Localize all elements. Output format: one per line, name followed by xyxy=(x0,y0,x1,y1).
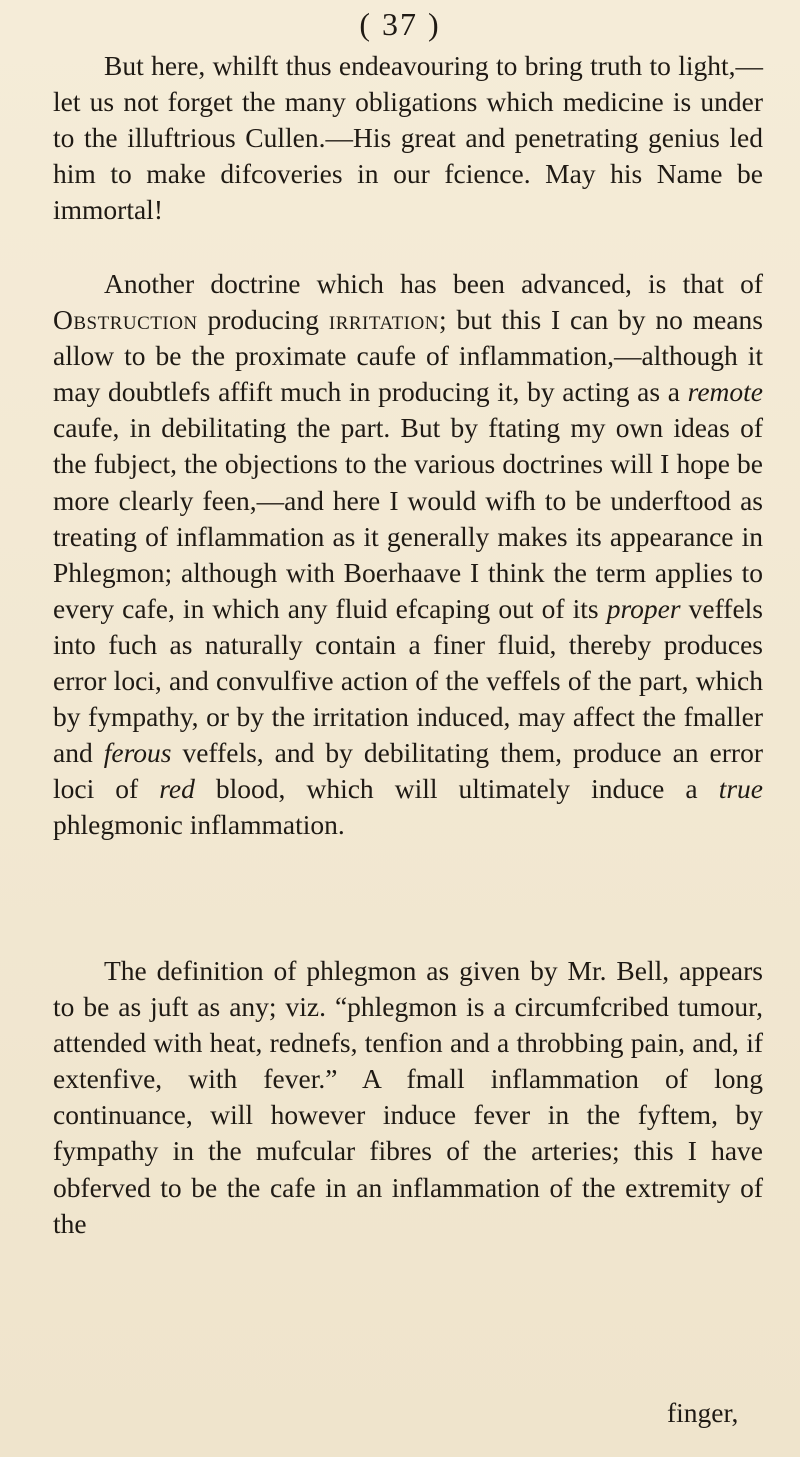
paragraph-text xyxy=(53,953,763,1242)
text-run: phlegmonic inflammation. xyxy=(53,809,345,841)
text-run: But here, whilft thus endeavouring to bring truth to light,—let us not forget the many obligations which medicine is under to the illuftrious Cullen.—His great and penetrating genius led him to make difcoveries in our fcience. May his Name be immortal! xyxy=(53,50,763,226)
small-caps-word: irritation xyxy=(328,304,439,336)
paragraph-3 xyxy=(53,953,763,1242)
paragraph-1 xyxy=(53,48,763,228)
italic-word: true xyxy=(718,773,763,805)
italic-word: ferous xyxy=(103,737,172,769)
text-run: blood, which will ultimately induce a xyxy=(194,773,719,805)
text-run: The definition of phlegmon as given by Mr. Bell, appears to be as juft as any; viz. “phlegmon is a circumfcribed tumour, attended with heat, rednefs, tenfion and a throbbing pain, and, if extenfive, with fever.” A fmall inflammation of long continuance, will however induce fever in the fyftem, by fympathy in the mufcular fibres of the arteries; this I have obferved to be the cafe in an inflammation of the extremity of the xyxy=(53,955,763,1239)
small-caps-word: Obstruction xyxy=(53,304,198,336)
page-number: ( 37 ) xyxy=(359,6,441,42)
paragraph-text xyxy=(53,266,763,844)
text-run: producing xyxy=(197,304,329,336)
paragraph-text xyxy=(53,48,763,228)
text-run: caufe, in debilitating the part. But by ftating my own ideas of the fubject, the objections to the various doctrines will I hope be more clearly feen,—and here I would wifh to be underftood as treating of inflammation as it generally makes its appearance in Phlegmon; although with Boerhaave I think the term applies to every cafe, in which any fluid efcaping out of its xyxy=(53,412,763,624)
catchword: finger, xyxy=(667,1397,739,1428)
text-run: veffels, and by debilitating them, produce an error loci of xyxy=(53,737,763,805)
italic-word: proper xyxy=(606,592,681,624)
paragraph-2 xyxy=(53,266,763,844)
italic-word: red xyxy=(159,773,195,805)
italic-word: remote xyxy=(687,376,763,408)
text-run: ; but this I can by no means allow to be the proximate caufe of inflammation,—although it may doubtlefs affift much in producing it, by acting as a xyxy=(53,304,763,408)
text-run: veffels into fuch as naturally contain a finer fluid, thereby produces error loci, and convulfive action of the veffels of the part, which by fympathy, or by the irritation induced, may affect the fmaller and xyxy=(53,592,764,769)
text-run: Another doctrine which has been advanced, is that of xyxy=(104,268,763,299)
